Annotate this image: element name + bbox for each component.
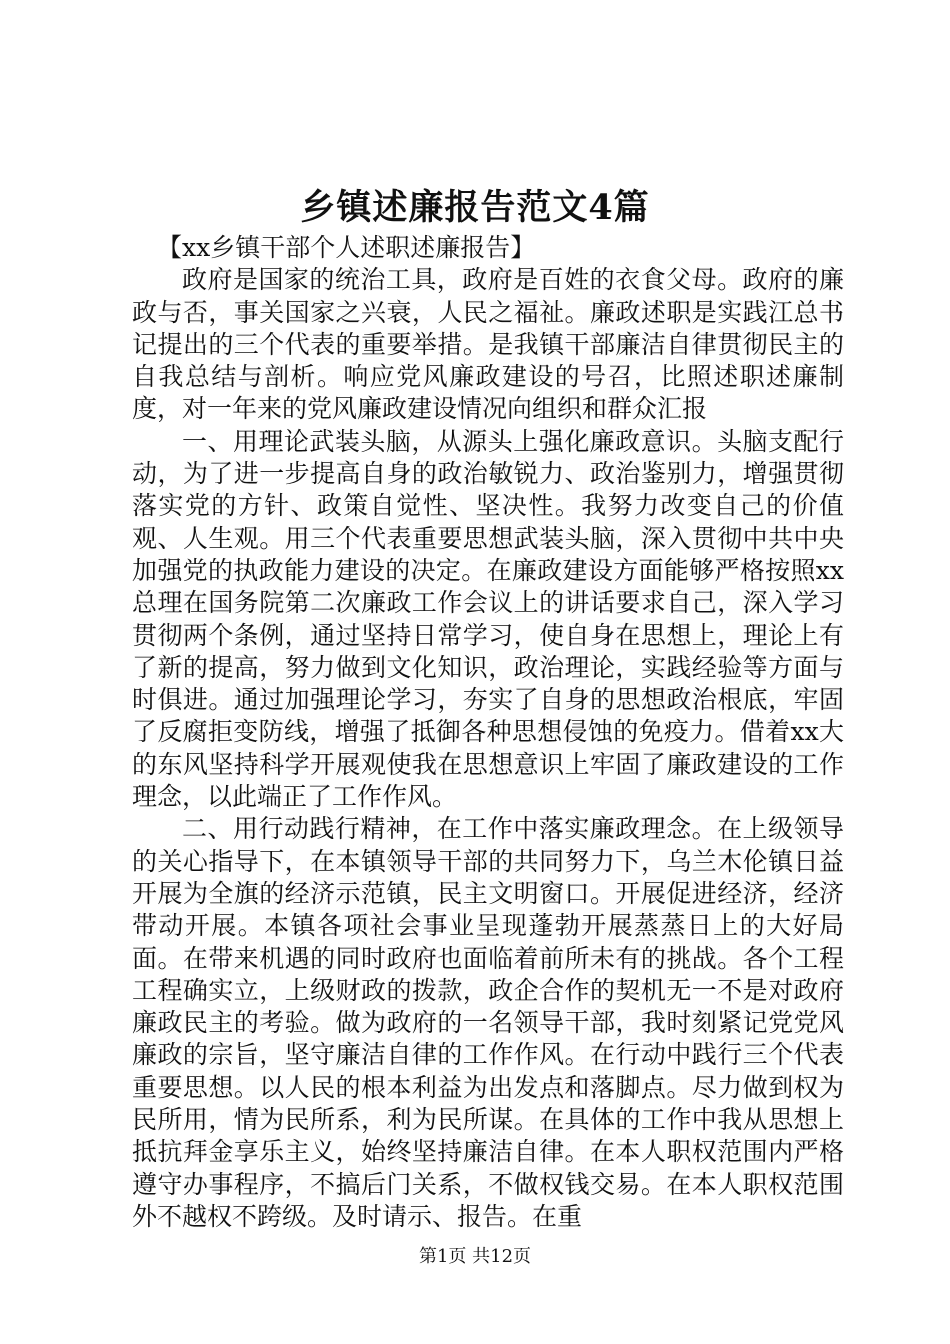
paragraph-section-two: 二、用行动践行精神，在工作中落实廉政理念。在上级领导的关心指导下，在本镇领导干部的共同努力下，乌兰木伦镇日益开展为全旗的经济示范镇，民主文明窗口。开展促进经济，经济带动开展。本镇各项社会事业呈现蓬勃开展蒸蒸日上的大好局面。在带来机遇的同时政府也面临着前所未有的挑战。各个工程工程确实立，上级财政的拨款，政企合作的契机无一不是对政府廉政民主的考验。做为政府的一名领导干部，我时刻紧记党党风廉政的宗旨，坚守廉洁自律的工作作风。在行动中践行三个代表重要思想。以人民的根本利益为出发点和落脚点。尽力做到权为民所用，情为民所系，利为民所谋。在具体的工作中我从思想上抵抗拜金享乐主义，始终坚持廉洁自律。在本人职权范围内严格遵守办事程序，不搞后门关系，不做权钱交易。在本人职权范围外不越权不跨级。及时请示、报告。在重	[132, 814, 844, 1231]
page-number: 第1页 共12页	[418, 1246, 532, 1267]
document-title: 乡镇述廉报告范文4篇	[300, 187, 650, 228]
paragraph-section-one: 一、用理论武装头脑，从源头上强化廉政意识。头脑支配行动，为了进一步提高自身的政治敏锐力、政治鉴别力，增强贯彻落实党的方针、政策自觉性、坚决性。我努力改变自己的价值观、人生观。用三个代表重要思想武装头脑，深入贯彻中共中央加强党的执政能力建设的决定。在廉政建设方面能够严格按照xx总理在国务院第二次廉政工作会议上的讲话要求自己，深入学习贯彻两个条例，通过坚持日常学习，使自身在思想上，理论上有了新的提高，努力做到文化知识，政治理论，实践经验等方面与时俱进。通过加强理论学习，夯实了自身的思想政治根底，牢固了反腐拒变防线，增强了抵御各种思想侵蚀的免疫力。借着xx大的东风坚持科学开展观使我在思想意识上牢固了廉政建设的工作理念，以此端正了工作作风。	[132, 426, 844, 812]
paragraph-intro: 政府是国家的统治工具，政府是百姓的衣食父母。政府的廉政与否，事关国家之兴衰，人民之福祉。廉政述职是实践江总书记提出的三个代表的重要举措。是我镇干部廉洁自律贯彻民主的自我总结与剖析。响应党风廉政建设的号召，比照述职述廉制度，对一年来的党风廉政建设情况向组织和群众汇报	[132, 265, 844, 424]
section-heading: 【xx乡镇干部个人述职述廉报告】	[157, 233, 536, 262]
document-body	[132, 232, 844, 1233]
